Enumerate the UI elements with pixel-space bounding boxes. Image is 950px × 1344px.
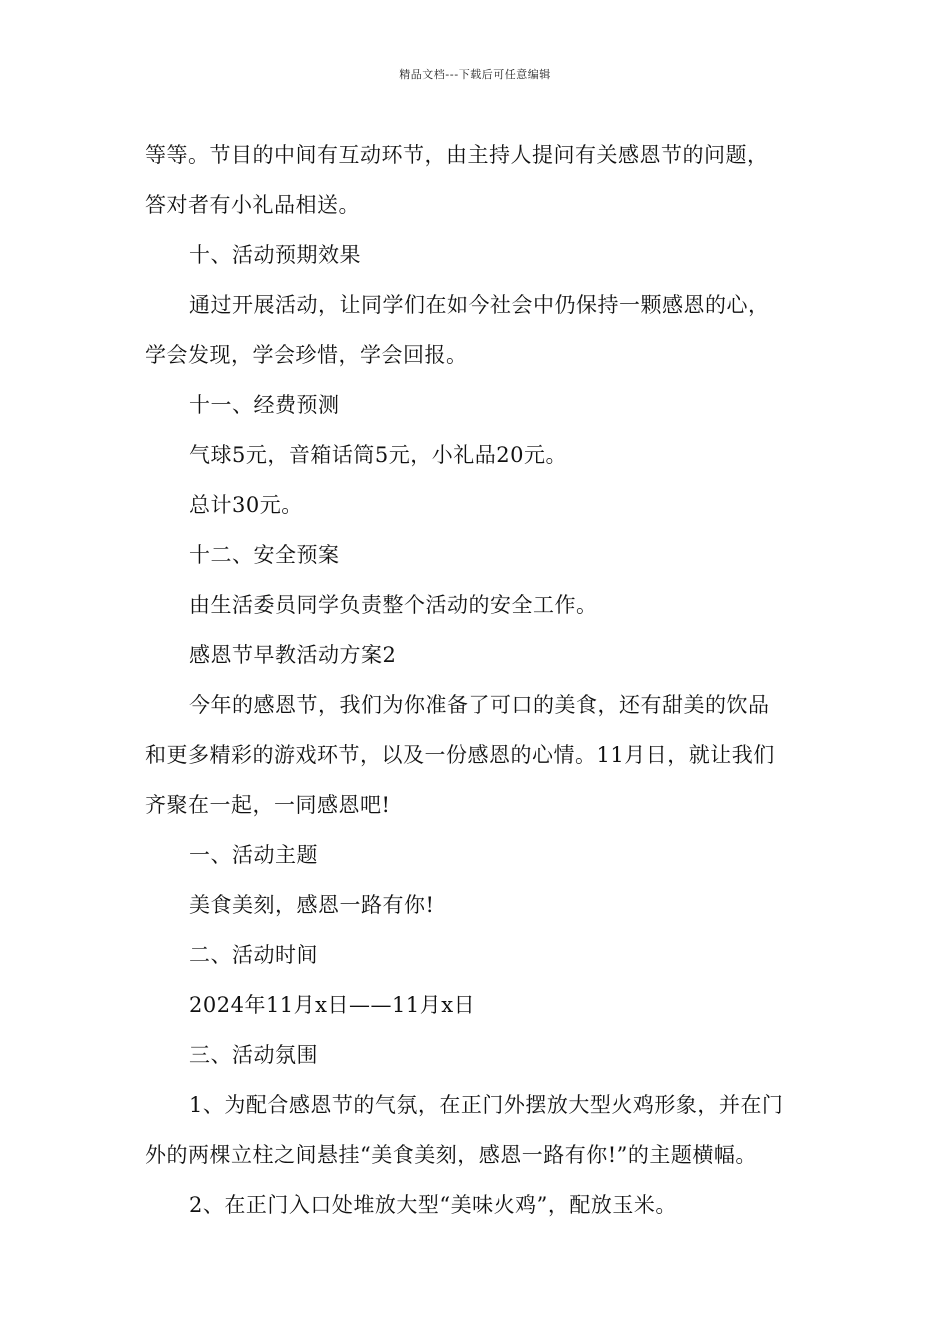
text-line: 十一、经费预测 <box>189 393 340 417</box>
text-line: 十、活动预期效果 <box>189 243 361 267</box>
text-line: 2、在正门入口处堆放大型“美味火鸡”，配放玉米。 <box>189 1193 677 1217</box>
text-line: 1、为配合感恩节的气氛，在正门外摆放大型火鸡形象，并在门 <box>189 1093 784 1117</box>
text-line: 气球5元，音箱话筒5元，小礼品20元。 <box>189 443 567 467</box>
text-line: 答对者有小礼品相送。 <box>145 193 360 217</box>
text-line: 美食美刻，感恩一路有你! <box>189 893 435 917</box>
text-line: 二、活动时间 <box>189 943 318 967</box>
text-line: 由生活委员同学负责整个活动的安全工作。 <box>189 593 598 617</box>
text-line: 2024年11月x日——11月x日 <box>189 993 476 1017</box>
text-line: 外的两棵立柱之间悬挂“美食美刻，感恩一路有你!”的主题横幅。 <box>145 1143 757 1167</box>
text-line: 通过开展活动，让同学们在如今社会中仍保持一颗感恩的心， <box>189 293 770 317</box>
text-line: 学会发现，学会珍惜，学会回报。 <box>145 343 468 367</box>
text-line: 齐聚在一起，一同感恩吧! <box>145 793 391 817</box>
text-line: 一、活动主题 <box>189 843 318 867</box>
text-line: 三、活动氛围 <box>189 1043 318 1067</box>
text-line: 和更多精彩的游戏环节，以及一份感恩的心情。11月日，就让我们 <box>145 743 775 767</box>
text-line: 总计30元。 <box>189 493 303 517</box>
document-body <box>145 130 810 1230</box>
page-header: 精品文档---下载后可任意编辑 <box>399 68 551 81</box>
text-line: 等等。节目的中间有互动环节，由主持人提问有关感恩节的问题， <box>145 143 769 167</box>
text-line: 今年的感恩节，我们为你准备了可口的美食，还有甜美的饮品 <box>189 693 770 717</box>
text-line: 十二、安全预案 <box>189 543 340 567</box>
text-line: 感恩节早教活动方案2 <box>189 643 397 667</box>
